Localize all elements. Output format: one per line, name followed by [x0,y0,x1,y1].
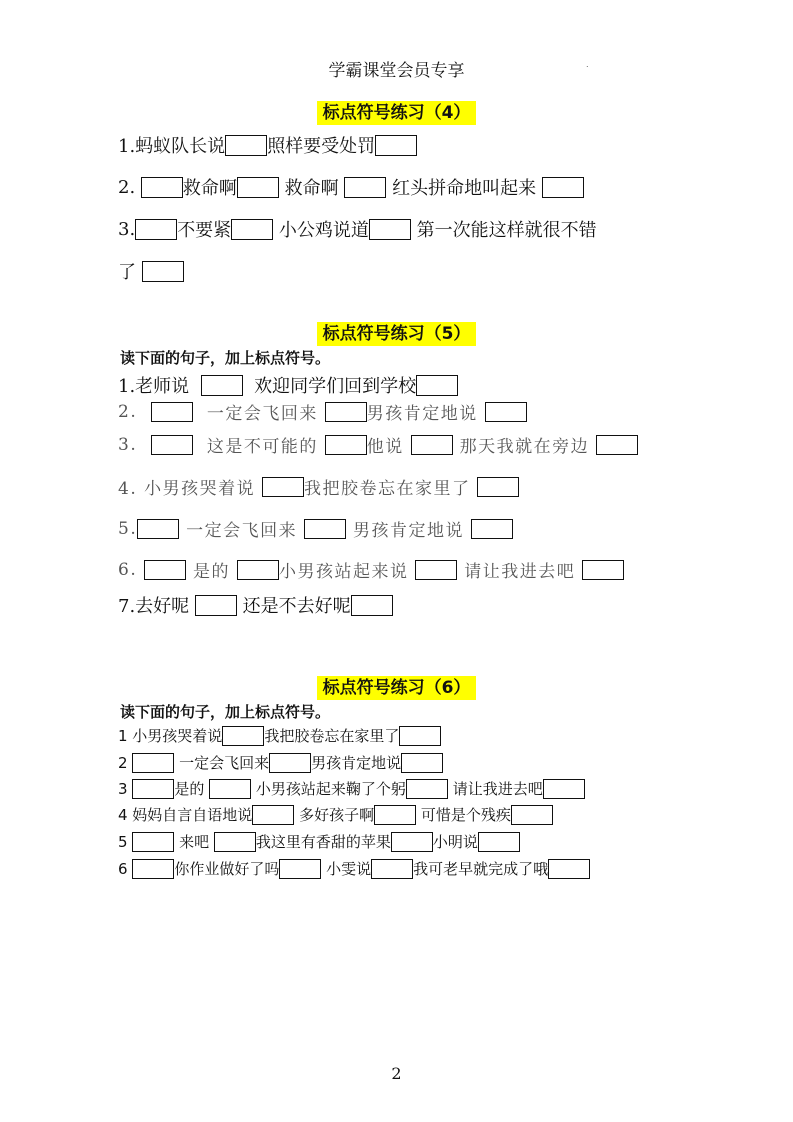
answer-box[interactable] [371,859,413,879]
exercise-line: 1 小男孩哭着说 我把胶卷忘在家里了 [118,725,441,746]
exercise-line: 6 你作业做好了吗 小雯说 我可老早就完成了哦 [118,858,590,879]
answer-box[interactable] [135,219,177,240]
header-dot: . [586,60,589,69]
answer-box[interactable] [262,477,304,497]
answer-box[interactable] [214,832,256,852]
answer-box[interactable] [231,219,273,240]
answer-box[interactable] [132,779,174,799]
answer-box[interactable] [375,135,417,156]
answer-box[interactable] [151,435,193,455]
answer-box[interactable] [325,402,367,422]
answer-box[interactable] [279,859,321,879]
answer-box[interactable] [543,779,585,799]
answer-box[interactable] [485,402,527,422]
answer-box[interactable] [399,726,441,746]
section-title-5: 标点符号练习（5） [0,319,793,344]
answer-box[interactable] [201,375,243,396]
exercise-line: 3. 这是不可能的 他说 那天我就在旁边 [118,432,638,457]
answer-box[interactable] [542,177,584,198]
exercise-line: 4 妈妈自言自语地说 多好孩子啊 可惜是个残疾 [118,804,553,825]
answer-box[interactable] [225,135,267,156]
instruction: 读下面的句子，加上标点符号。 [120,349,331,367]
exercise-line: 5 来吧 我这里有香甜的苹果 小明说 [118,831,520,852]
section-title-6: 标点符号练习（6） [0,673,793,698]
answer-box[interactable] [511,805,553,825]
answer-box[interactable] [351,595,393,616]
answer-box[interactable] [582,560,624,580]
answer-box[interactable] [391,832,433,852]
exercise-line: 1.老师说 欢迎同学们回到学校 [118,372,458,398]
exercise-line: 2. 一定会飞回来 男孩肯定地说 [118,399,527,424]
answer-box[interactable] [237,177,279,198]
answer-box[interactable] [478,832,520,852]
exercise-line: 了 [118,258,184,284]
section-title-4: 标点符号练习（4） [0,98,793,123]
page-header: 学霸课堂会员专享 [328,61,465,81]
answer-box[interactable] [477,477,519,497]
answer-box[interactable] [596,435,638,455]
answer-box[interactable] [132,859,174,879]
answer-box[interactable] [401,753,443,773]
answer-box[interactable] [237,560,279,580]
exercise-line: 5. 一定会飞回来 男孩肯定地说 [118,516,513,541]
answer-box[interactable] [416,375,458,396]
answer-box[interactable] [141,177,183,198]
answer-box[interactable] [252,805,294,825]
instruction: 读下面的句子，加上标点符号。 [120,703,331,721]
answer-box[interactable] [142,261,184,282]
answer-box[interactable] [344,177,386,198]
answer-box[interactable] [137,519,179,539]
exercise-line: 3 是的 小男孩站起来鞠了个躬 请让我进去吧 [118,778,585,799]
answer-box[interactable] [548,859,590,879]
answer-box[interactable] [325,435,367,455]
answer-box[interactable] [209,779,251,799]
answer-box[interactable] [415,560,457,580]
exercise-line: 7.去好呢 还是不去好呢 [118,592,393,618]
answer-box[interactable] [411,435,453,455]
answer-box[interactable] [132,832,174,852]
answer-box[interactable] [195,595,237,616]
exercise-line: 6. 是的 小男孩站起来说 请让我进去吧 [118,557,624,582]
page-number: 2 [391,1064,402,1083]
exercise-line: 1.蚂蚁队长说 照样要受处罚 [118,132,417,158]
answer-box[interactable] [374,805,416,825]
exercise-line: 4. 小男孩哭着说 我把胶卷忘在家里了 [118,474,519,499]
answer-box[interactable] [151,402,193,422]
exercise-line: 2 一定会飞回来 男孩肯定地说 [118,752,443,773]
answer-box[interactable] [222,726,264,746]
answer-box[interactable] [269,753,311,773]
answer-box[interactable] [406,779,448,799]
answer-box[interactable] [144,560,186,580]
answer-box[interactable] [471,519,513,539]
answer-box[interactable] [304,519,346,539]
exercise-line: 3. 不要紧 小公鸡说道 第一次能这样就很不错 [118,218,597,241]
answer-box[interactable] [132,753,174,773]
exercise-line: 2. 救命啊 救命啊 红头拼命地叫起来 [118,174,584,200]
answer-box[interactable] [369,219,411,240]
